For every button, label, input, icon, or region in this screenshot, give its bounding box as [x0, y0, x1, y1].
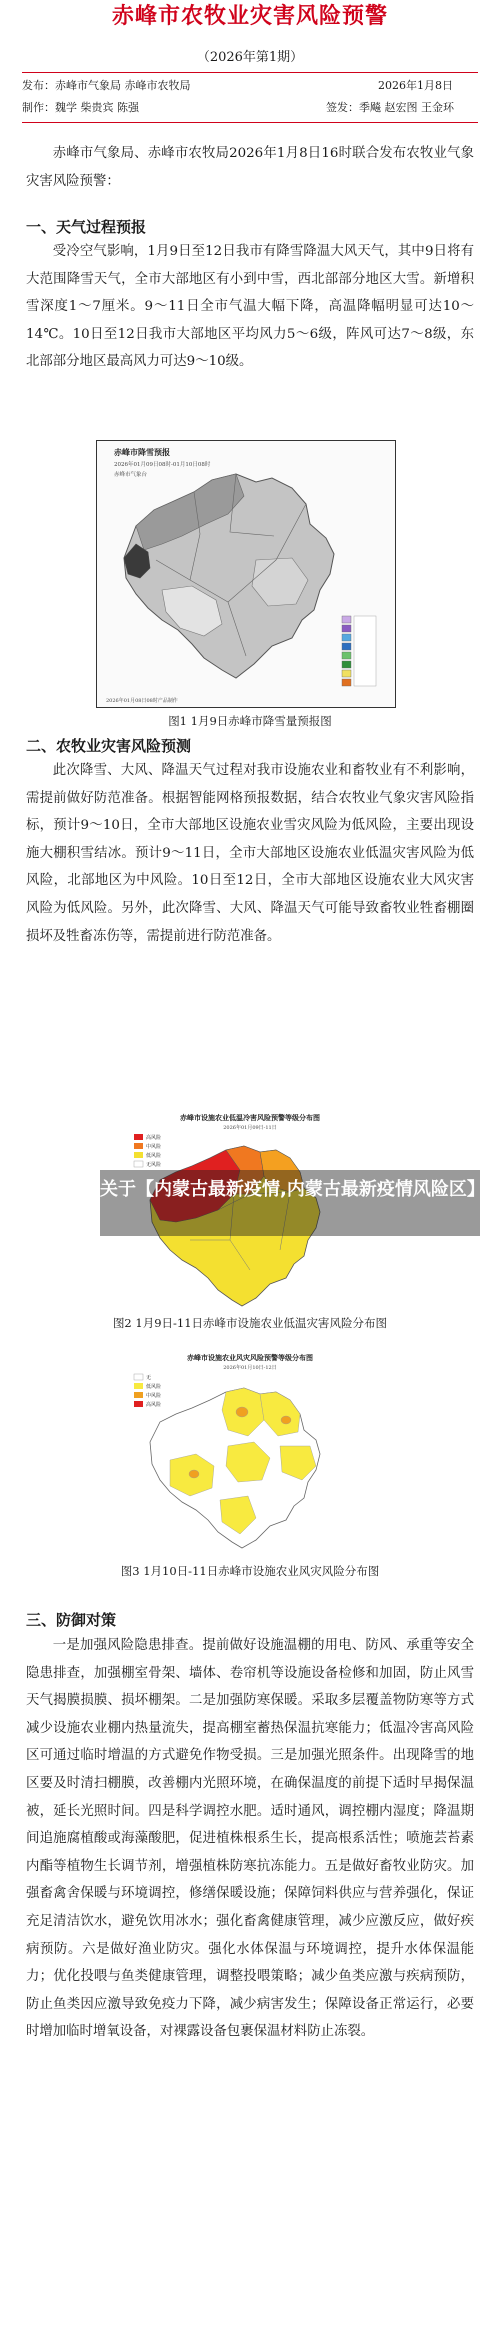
map1-title: 赤峰市降雪预报 [114, 447, 170, 457]
figure1-caption: 图1 1月9日赤峰市降雪量预报图 [168, 714, 332, 728]
section1-paragraph: 受冷空气影响，1月9日至12日我市有降雪降温大风天气，其中9日将有大范围降雪天气，全市大部地区有小到中雪，西北部部分地区大雪。新增积雪深度1～7厘米。9～11日全市气温大幅下降，高温降幅明显可达10～14℃。10日至12日我市大部地区平均风力5～6级，阵风可达7～8级，东北部部分地区最高风力可达9～10级。 [26, 244, 474, 370]
map3-title: 赤峰市设施农业风灾风险预警等级分布图 [187, 1353, 313, 1362]
section2-paragraph: 此次降雪、大风、降温天气过程对我市设施农业和畜牧业有不利影响，需提前做好防范准备。根据智能网格预报数据，结合农牧业气象灾害风险指标，预计9～10日，全市大部地区设施农业雪灾风险为低风险，主要出现设施大棚积雪结冰。预计9～11日，全市大部地区设施农业低温灾害风险为低风险，北部地区为中风险。10日至12日，全市大部地区设施农业大风灾害风险为低风险。另外，此次降雪、大风、降温天气可能导致畜牧业牲畜棚圈损坏及牲畜冻伤等，需提前进行防范准备。 [26, 763, 474, 944]
header-divider-bottom [22, 122, 478, 123]
map3-legend-none: 无 [146, 1375, 152, 1381]
map3-legend-high: 高风险 [146, 1402, 162, 1408]
map1-org: 赤峰市气象台 [114, 472, 148, 478]
map1-subtitle: 2026年01月09日08时-01月10日08时 [114, 462, 211, 468]
map3-legend-mid: 中风险 [146, 1393, 162, 1399]
figure2-caption: 图2 1月9日-11日赤峰市设施农业低温灾害风险分布图 [112, 1316, 388, 1330]
document-title: 赤峰市农牧业灾害风险预警 [111, 4, 388, 29]
signers: 签发：季飚 赵宏图 王金环 [326, 101, 454, 114]
section3-heading: 三、防御对策 [26, 1611, 117, 1629]
map2-legend-none: 无风险 [146, 1162, 162, 1168]
map2-subtitle: 2026年01月09日-11日 [223, 1125, 277, 1131]
issue-date: 2026年1月8日 [378, 79, 453, 92]
overlay-banner[interactable]: 关于【内蒙古最新疫情,内蒙古最新疫情风险区】 [100, 1170, 480, 1236]
authors: 制作：魏学 柴贵宾 陈强 [22, 101, 139, 114]
map2-legend-high: 高风险 [146, 1135, 162, 1141]
publisher: 发布：赤峰市气象局 赤峰市农牧局 [22, 79, 191, 92]
header-divider-top [22, 72, 478, 73]
figure3-caption: 图3 1月10日-11日赤峰市设施农业风灾风险分布图 [120, 1564, 380, 1578]
section2-heading: 二、农牧业灾害风险预测 [26, 737, 192, 755]
snowfall-forecast-map [96, 440, 396, 708]
issue-number: （2026年第1期） [196, 50, 304, 65]
section1-heading: 一、天气过程预报 [26, 218, 147, 236]
map2-title: 赤峰市设施农业低温冷害风险预警等级分布图 [180, 1113, 320, 1122]
map2-legend-low: 低风险 [146, 1153, 162, 1159]
wind-risk-map [130, 1350, 370, 1555]
map2-legend-mid: 中风险 [146, 1144, 162, 1150]
map1-footer: 2026年01月08日08时产品制作 [106, 698, 178, 704]
map3-subtitle: 2026年01月10日-12日 [223, 1365, 277, 1371]
map3-legend-low: 低风险 [146, 1384, 162, 1390]
section3-paragraph: 一是加强风险隐患排查。提前做好设施温棚的用电、防风、承重等安全隐患排查，加强棚室骨架、墙体、卷帘机等设施设备检修和加固，防止风雪天气揭膜损膜、损坏棚架。二是加强防寒保暖。采取多层覆盖物防寒等方式减少设施农业棚内热量流失，提高棚室蓄热保温抗寒能力；低温冷害高风险区可通过临时增温的方式避免作物受损。三是加强光照条件。出现降雪的地区要及时清扫棚膜，改善棚内光照环境，在确保温度的前提下适时早揭保温被，延长光照时间。四是科学调控水肥。适时通风，调控棚内湿度；降温期间追施腐植酸或海藻酸肥，促进植株根系生长，提高根系活性；喷施芸苔素内酯等植物生长调节剂，增强植株防寒抗冻能力。五是做好畜牧业防灾。加强畜禽舍保暖与环境调控，修缮保暖设施；保障饲料供应与营养强化，保证充足清洁饮水，避免饮用冰水；强化畜禽健康管理，减少应激反应，做好疾病预防。六是做好渔业防灾。强化水体保温与环境调控，提升水体保温能力；优化投喂与鱼类健康管理，调整投喂策略；减少鱼类应激与疾病预防，防止鱼类因应激导致免疫力下降，减少病害发生；保障设备正常运行，必要时增加临时增氧设备，对裸露设备包裹保温材料防止冻裂。 [26, 1638, 474, 2040]
intro-paragraph: 赤峰市气象局、赤峰市农牧局2026年1月8日16时联合发布农牧业气象灾害风险预警： [26, 146, 474, 189]
